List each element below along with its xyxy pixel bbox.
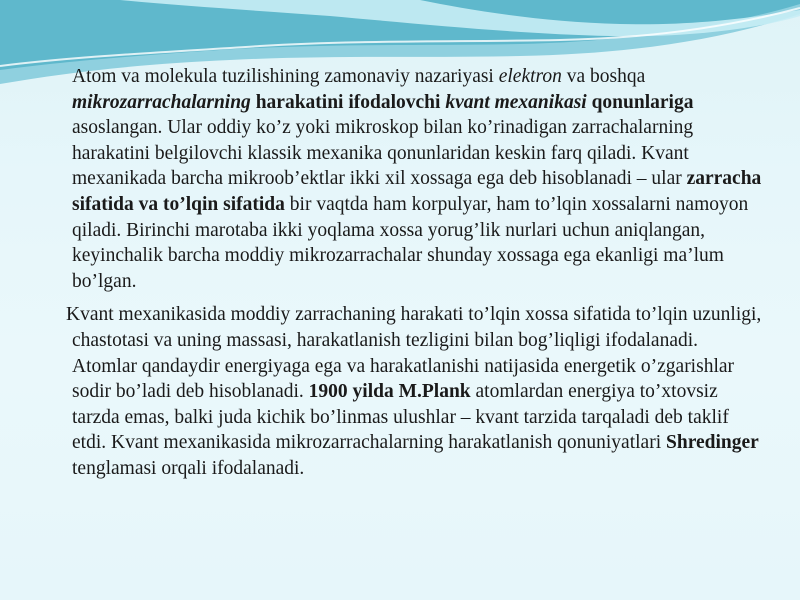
p1-run-2: va boshqa (561, 66, 646, 87)
paragraph-2 (66, 302, 762, 481)
p2-run-1: 1900 yilda M.Plank (308, 381, 471, 403)
p1-run-4: harakatini ifodalovchi (250, 91, 446, 113)
p1-run-3: mikrozarrachalarning (72, 91, 251, 113)
p1-run-0: Atom va molekula tuzilishining zamonaviy nazariyasi (72, 66, 499, 87)
p1-run-6: qonunlariga (586, 91, 694, 113)
p1-run-7: asoslangan. Ular oddiy ko’z yoki mikroskop bilan ko’rinadigan zarrachalarning harakatini belgilovchi klassik mexanika qonunlaridan keskin farq qiladi. Kvant mexanikada barcha mikroob’ektlar ikki xil xossaga ega deb hisoblanadi – ular (72, 117, 694, 190)
p1-run-8: zarracha sifatida va to’lqin sifatida (72, 168, 762, 215)
p2-run-2: atomlardan energiya to’xtovsiz tarzda emas, balki juda kichik bo’linmas ulushlar – kvant tarzida tarqaladi deb taklif etdi. Kvant mexanikasida mikrozarrachalarning harakatlanish qonuniyatlari (72, 381, 729, 454)
text-content (66, 64, 762, 482)
p1-run-5: kvant mexanikasi (445, 91, 587, 113)
p2-run-4: tenglamasi orqali ifodalanadi. (72, 457, 305, 479)
p2-run-0: Kvant mexanikasida moddiy zarrachaning harakati to’lqin xossa sifatida to’lqin uzunligi, chastotasi va uning massasi, harakatlanish tezligini bilan bog’liqligi ifodalanadi. Atomlar qandaydir energiyaga ega va harakatlanishi natijasida energetik o’zgarishlar sodir bo’ladi deb hisoblanadi. (66, 304, 762, 403)
paragraph-1 (72, 64, 762, 294)
p1-run-9: bir vaqtda ham korpulyar, ham to’lqin xossalarni namoyon qiladi. Birinchi marotaba ikki yoqlama xossa yorug’lik nurlari uchun aniqlangan, keyinchalik barcha moddiy mikrozarrachalar shunday xossaga ega ekanligi ma’lum bo’lgan. (72, 193, 749, 292)
p1-run-1: elektron (498, 66, 562, 87)
p2-run-3: Shredinger (666, 432, 759, 454)
